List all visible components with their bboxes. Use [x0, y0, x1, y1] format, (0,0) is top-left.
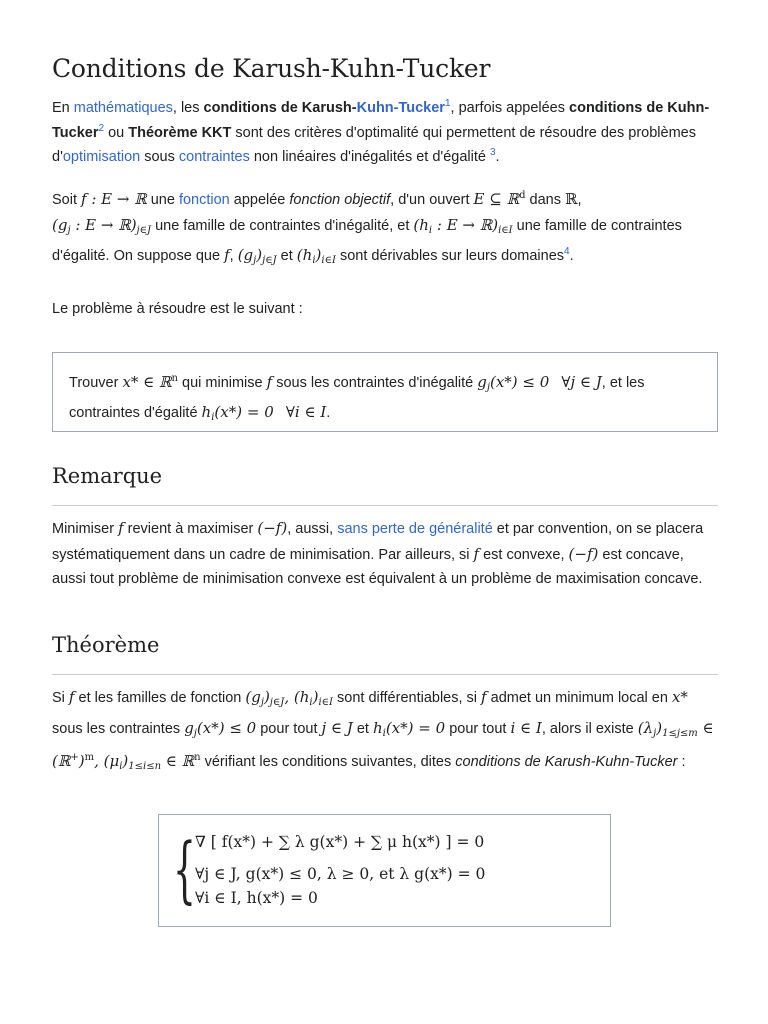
math: f — [224, 246, 230, 264]
math: ℝ — [564, 190, 578, 208]
math: (x*) = 0 — [214, 403, 274, 421]
text: est convexe, — [479, 546, 569, 563]
text: , — [577, 192, 582, 208]
text: admet un minimum local en — [486, 690, 672, 706]
term-italic: fonction objectif — [289, 192, 391, 208]
link-kuhn-tucker[interactable] — [357, 100, 445, 116]
setup-paragraph: Soit f : E → ℝ une fonction appelée fonction objectif, d'un ouvert E ⊆ ℝ$^d$ dans ℝ, ($g_j$ : $E \to ℝ)_{j\in J}$ une famille de contraintes d'inégalité, et ($h_i$ : $E \to ℝ)_{i\in I}$ une famille de contraintes d'égalité. On suppose que f, $(g_j)_{j\in J}$ et $(h_i)_{i\in I}$ sont dérivables sur leurs domaines$^4$. — [52, 190, 682, 266]
math: (x*) = 0 — [385, 718, 446, 737]
ref-1[interactable]: 1 — [444, 98, 451, 110]
math: : E → ℝ) — [432, 215, 499, 234]
kkt-equation-3: ∀i ∈ I, h(x*) = 0 — [195, 889, 318, 907]
intro-text: , les — [172, 100, 204, 116]
link-fonction[interactable]: fonction — [178, 192, 230, 208]
math: , (μ — [94, 752, 120, 770]
term-italic: conditions de Karush-Kuhn-Tucker — [455, 754, 678, 770]
link-mathematiques[interactable]: mathématiques — [73, 100, 173, 116]
math: ) — [312, 688, 319, 706]
math: , (h — [284, 688, 310, 706]
math: ) — [78, 752, 85, 770]
text: sont différentiables, si — [333, 690, 482, 706]
math: ) — [256, 246, 263, 264]
math-sub: 1≤i≤n — [128, 761, 162, 772]
math: ∀i ∈ I — [285, 403, 327, 421]
math-sub: i∈I — [318, 697, 333, 708]
link-sans-perte-de-generalite[interactable]: sans perte de généralité — [337, 521, 493, 537]
heading-theoreme: Théorème — [52, 633, 160, 657]
math: (g — [237, 246, 254, 264]
text: une famille de contraintes d'inégalité, et — [151, 217, 414, 234]
math: (g — [245, 688, 261, 706]
text: vérifiant les conditions suivantes, dites — [200, 754, 456, 770]
math: f — [68, 688, 75, 706]
text: , — [229, 248, 238, 264]
math: (h — [296, 246, 313, 264]
text: Soit — [52, 192, 82, 208]
math: f — [481, 688, 487, 706]
text: qui minimise — [177, 375, 267, 391]
text: . — [569, 248, 574, 264]
text: est concave, aussi tout problème de minimisation convexe est équivalent à un problème de maximisation concave. — [52, 546, 703, 587]
math: h — [372, 718, 383, 737]
math: (x*) ≤ 0 — [196, 718, 257, 737]
text: et les familles de fonction — [74, 690, 246, 706]
term-bold: conditions de Kuhn-Tucker — [52, 100, 710, 141]
math: (λ — [637, 718, 654, 737]
math: ) — [263, 688, 270, 706]
text: : — [677, 754, 686, 770]
math: f : E → ℝ — [81, 190, 147, 208]
math: (g — [52, 215, 68, 234]
intro-text: En — [52, 100, 74, 116]
math: j ∈ J — [321, 718, 353, 737]
math: f — [266, 373, 273, 391]
text: revient à maximiser — [123, 521, 258, 537]
text: appelée — [229, 192, 290, 208]
text: , et les contraintes d'égalité — [69, 375, 645, 421]
term-bold: conditions de Karush- — [203, 100, 357, 116]
problem-box — [52, 352, 718, 432]
math: (−f) — [568, 544, 599, 563]
text: et par convention, on se placera systématiquement dans un cadre de minimisation. Par ailleurs, si — [52, 521, 704, 563]
math-sup: n — [194, 752, 201, 763]
math-sup: + — [70, 752, 79, 763]
math-sup: d — [519, 190, 526, 201]
text: pour tout — [445, 720, 511, 737]
link-contraintes[interactable]: contraintes — [178, 149, 250, 165]
text: une famille de contraintes d'égalité. On suppose que — [52, 217, 682, 264]
math: f — [473, 544, 480, 563]
text: et — [352, 720, 373, 737]
math: (h — [413, 215, 429, 234]
text: sont dérivables sur leurs domaines — [335, 248, 565, 264]
text: Si — [52, 690, 69, 706]
math: x* — [671, 688, 688, 706]
math-sub: i∈I — [321, 255, 336, 266]
math-sub: j∈J — [269, 697, 285, 708]
text: dans — [525, 192, 565, 208]
math: ∈ ℝ — [161, 752, 195, 770]
kkt-equation-1: ∇ [ f(x*) + ∑ λ g(x*) + ∑ μ h(x*) ] = 0 — [195, 833, 485, 851]
text: sous les contraintes — [52, 720, 185, 737]
ref-2[interactable]: 2 — [98, 122, 105, 134]
section-divider — [52, 674, 718, 675]
math: ) — [122, 752, 129, 770]
text: pour tout — [256, 720, 322, 737]
math: (x*) ≤ 0 — [490, 373, 550, 391]
left-brace: { — [173, 827, 196, 911]
math: ∈ (ℝ — [52, 718, 714, 770]
math: ∀j ∈ J — [561, 373, 602, 391]
intro-text: . — [495, 149, 500, 165]
math-sup: n — [171, 373, 178, 384]
math: i ∈ I — [510, 718, 542, 737]
intro-paragraph — [52, 96, 718, 170]
math-sub: 1≤j≤m — [662, 727, 698, 739]
link-kuhn-tucker-label: Kuhn-Tucker — [356, 100, 445, 116]
page-title: Conditions de Karush-Kuhn-Tucker — [52, 54, 491, 83]
text: . — [326, 405, 331, 421]
intro-text: sont des critères d'optimalité qui permettent de résoudre des problèmes d' — [52, 124, 696, 165]
text: sous les contraintes d'inégalité — [272, 375, 478, 391]
remarque-paragraph — [52, 516, 718, 592]
text: , alors il existe — [541, 720, 638, 737]
section-divider — [52, 505, 718, 506]
math: g — [184, 718, 194, 737]
ref-3[interactable]: 3 — [489, 147, 496, 159]
text: Minimiser — [52, 521, 119, 537]
math: E ⊆ ℝ — [473, 190, 520, 208]
text: , d'un ouvert — [390, 192, 474, 208]
math: ) — [315, 246, 322, 264]
ref-4[interactable]: 4 — [564, 246, 570, 258]
text: Trouver — [69, 375, 123, 391]
text: , aussi, — [287, 521, 338, 537]
math-sub: j∈J — [262, 255, 277, 266]
kkt-conditions-box — [158, 814, 611, 927]
math: (−f) — [257, 519, 288, 537]
math: ) — [656, 718, 663, 737]
heading-remarque: Remarque — [52, 464, 163, 488]
math-sub: j∈J — [136, 224, 152, 236]
kkt-equation-2: ∀j ∈ J, g(x*) ≤ 0, λ ≥ 0, et λ g(x*) = 0 — [195, 865, 486, 883]
intro-text: sous — [140, 149, 179, 165]
problem-intro: Le problème à résoudre est le suivant : — [52, 301, 303, 317]
math-sup: m — [84, 752, 95, 763]
problem-statement: Trouver x* ∈ ℝ$^n$ qui minimise f sous les contraintes d'inégalité $g_j(x*) \le 0$ ∀j ∈ J, et les contraintes d'égalité $h_i(x*) = 0$ ∀i ∈ I. — [69, 373, 645, 423]
text: une — [146, 192, 179, 208]
math: h — [201, 403, 212, 421]
term-bold: Théorème KKT — [128, 124, 232, 141]
math: g — [477, 373, 487, 391]
intro-text: non linéaires d'inégalités et d'égalité — [249, 149, 490, 165]
math-sub: i∈I — [498, 224, 513, 236]
intro-text: , parfois appelées — [450, 100, 570, 116]
link-optimisation[interactable]: optimisation — [62, 149, 141, 165]
text: et — [276, 248, 297, 264]
intro-text: ou — [104, 124, 129, 141]
math: : E → ℝ) — [70, 215, 137, 234]
theoreme-paragraph: Si f et les familles de fonction $(g_j)_{j\in J}$, $(h_i)_{i\in I}$ sont différentiables, si f admet un minimum local en x* sous les contraintes $g_j(x*) \le 0$ pour tout j ∈ J et $h_i(x*) = 0$ pour tout i ∈ I, alors il existe $(\lambda_j)_{1\le j\le m}$ ∈ (ℝ+)$^m$, $(\mu_i)_{1\le i\le n}$ ∈ ℝ$^n$ vérifiant les conditions suivantes, dites conditions de Karush-Kuhn-Tucker : — [52, 688, 714, 772]
math: x* ∈ ℝ — [122, 373, 172, 391]
math: f — [118, 519, 124, 537]
